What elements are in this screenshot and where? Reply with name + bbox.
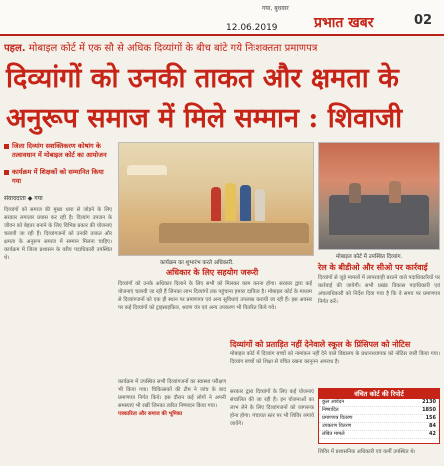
report-box	[318, 388, 440, 444]
page-number: 02	[414, 13, 433, 28]
crowd-shape	[329, 195, 429, 235]
person-figure	[211, 187, 221, 221]
report-row: लंबित मामले 42	[319, 431, 439, 439]
byline: संवाददाता ◆ गया	[4, 195, 43, 202]
person-figure	[255, 189, 265, 221]
col4-subhead: पत्रकारिता और समाज की भूमिका	[118, 411, 183, 417]
masthead	[0, 0, 444, 36]
kicker-tag: पहल.	[4, 43, 26, 54]
person-figure	[240, 185, 251, 221]
section2-title: रेल के बीडीओ और सीओ पर कार्रवाई	[318, 263, 428, 272]
person-figure	[389, 181, 401, 203]
headline-line-1: दिव्यांगों को उनकी ताकत और क्षमता के	[6, 63, 399, 94]
edition-date: 12.06.2019	[226, 23, 278, 33]
lower-column-right: शिविर में प्रशासनिक अधिकारी एवं कर्मी उपस्थित थे।	[318, 449, 416, 455]
bullet-item: कार्यक्रम में शिक्षकों को सम्मानित किया गया	[4, 168, 112, 186]
notice-body: मोबाइल कोर्ट में दिव्यांग बच्चों को नामांकन नहीं देने वाले विद्यालय के प्रधानाध्यापक को नोटिस जारी किया गया। दिव्यांग बच्चों को शिक्षा से वंचित रखना कानूनन अपराध है।	[230, 351, 440, 365]
highlight-bullets	[4, 142, 112, 186]
left-column	[4, 142, 112, 462]
section1-body: दिव्यांगों को उनके अधिकार दिलाने के लिए सभी को मिलकर काम करना होगा। सरकार द्वारा कई योजनाएं चलायी जा रही हैं जिनका लाभ दिव्यांगों तक पहुंचाना हमारा दायित्व है। मोबाइल कोर्ट के माध्यम से दिव्यांगजनों को एक ही स्थान पर प्रमाणपत्र एवं अन्य सुविधाएं उपलब्ध करायी जा रही हैं। इस अवसर पर कई दिव्यांगों को ट्राइसाइकिल, श्रवण यंत्र एवं अन्य उपकरण भी वितरित किये गये।	[118, 281, 312, 311]
section1-title: अधिकार के लिए सहयोग जरूरी	[166, 268, 259, 277]
report-row: निष्पादित 1850	[319, 407, 439, 415]
kicker	[4, 40, 440, 56]
article-body-left: दिव्यांगों को समाज की मुख्य धारा से जोड़ने के लिए सरकार लगातार प्रयास कर रही है। दिव्यांग उपजन के जीवन को बेहतर बनाने के लिए विभिन्न प्रकार की योजनाएं चलायी जा रही हैं। दिव्यांगजनों को उनकी ताकत और क्षमता के अनुरूप समाज में सम्मान मिलना चाहिए। कार्यक्रम में जिला प्रशासन के वरीय पदाधिकारी उपस्थित थे।	[4, 207, 112, 261]
photo1-caption: कार्यक्रम का शुभारंभ करते अधिकारी.	[160, 260, 234, 266]
edition-city: गया, बुधवार	[262, 5, 289, 12]
banner-shape	[127, 165, 167, 175]
person-figure	[349, 183, 361, 203]
lower-column-left	[118, 378, 226, 462]
newspaper-logo: प्रभात खबर	[314, 15, 374, 31]
event-photo-crowd	[318, 142, 440, 250]
event-photo-stage	[118, 142, 314, 256]
section2-body: दिव्यांगों से जुड़े मामलों में लापरवाही बरतने वाले पदाधिकारियों पर कार्रवाई की जायेगी। सभी प्रखंड विकास पदाधिकारी एवं अंचलाधिकारी को निर्देश दिया गया है कि वे समय पर प्रमाणपत्र निर्गत करें।	[318, 275, 440, 305]
report-row: प्रमाणपत्र वितरण 156	[319, 415, 439, 423]
photo2-caption: मोबाइल कोर्ट में उपस्थित दिव्यांग.	[336, 254, 403, 260]
bullet-item: जिला दिव्यांग सशक्तिकरण कोषांग के तत्वावधान में मोबाइल कोर्ट का आयोजन	[4, 142, 112, 160]
notice-title: दिव्यांगों को प्रताड़ित नहीं देनेवाले स्कूल के प्रिंसिपल को नोटिस	[230, 340, 411, 349]
person-figure	[225, 183, 236, 221]
lower-column-middle: सरकार द्वारा दिव्यांगों के लिए कई योजनाएं संचालित की जा रही हैं। इन योजनाओं का लाभ लेने के लिए दिव्यांगजनों को जागरूक होना होगा। पंचायत स्तर पर भी शिविर लगाये जायेंगे।	[230, 389, 314, 427]
report-box-title: वंचित कोर्ट की रिपोर्ट	[319, 389, 439, 399]
col4-body: कार्यक्रम में उपस्थित सभी दिव्यांगजनों का स्वास्थ्य परीक्षण भी किया गया। चिकित्सकों की टीम ने जांच के बाद प्रमाणपत्र निर्गत किये। इस दौरान कई लोगों ने अपनी समस्याएं भी रखीं जिनका त्वरित निष्पादन किया गया।	[118, 379, 226, 409]
headline-line-2: अनुरूप समाज में मिले सम्मान : शिवाजी	[6, 103, 403, 134]
report-row: उपकरण वितरण 84	[319, 423, 439, 431]
crowd-shape	[159, 223, 309, 243]
report-row: कुल आवेदन 2130	[319, 399, 439, 407]
kicker-text: मोबाइल कोर्ट में एक सौ से अधिक दिव्यांगों के बीच बांटे गये निःशक्तता प्रमाणपत्र	[28, 43, 318, 54]
